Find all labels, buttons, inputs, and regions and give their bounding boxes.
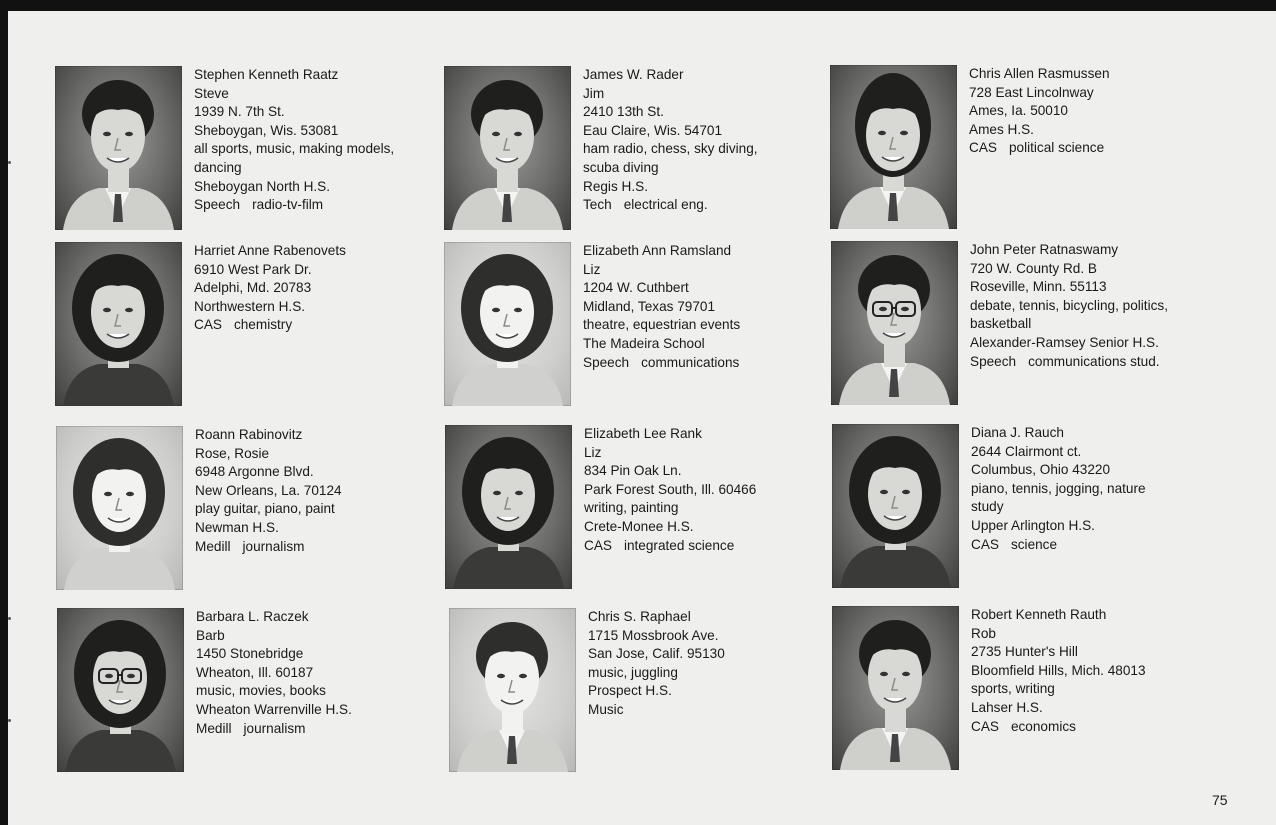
student-address: 6910 West Park Dr. xyxy=(194,261,312,277)
student-interests: debate, tennis, bicycling, politics, xyxy=(970,297,1168,313)
student-city: Adelphi, Md. 20783 xyxy=(194,280,312,296)
student-college: CAS xyxy=(971,536,999,552)
student-high-school: Crete-Monee H.S. xyxy=(584,518,694,534)
student-address: 1450 Stonebridge xyxy=(196,646,304,662)
student-info xyxy=(970,241,1168,371)
student-info xyxy=(969,65,1110,158)
student-major: chemistry xyxy=(233,317,293,333)
student-address: 728 East Lincolnway xyxy=(969,84,1094,100)
student-high-school: The Madeira School xyxy=(583,335,705,351)
student-city: Wheaton, Ill. 60187 xyxy=(196,664,314,680)
portrait-illustration xyxy=(57,608,184,772)
student-entry xyxy=(832,424,1146,588)
student-major: communications stud. xyxy=(1028,353,1160,369)
student-photo xyxy=(831,241,958,405)
student-photo xyxy=(832,424,959,588)
student-major: communications xyxy=(641,354,740,370)
student-major: economics xyxy=(1010,718,1076,734)
student-city: Park Forest South, Ill. 60466 xyxy=(584,481,757,497)
student-college: Medill xyxy=(196,720,232,736)
portrait-illustration xyxy=(55,242,182,406)
student-info xyxy=(583,242,740,372)
student-interests: dancing xyxy=(194,159,242,175)
portrait-illustration xyxy=(444,242,571,406)
student-photo xyxy=(449,608,576,772)
student-photo xyxy=(444,242,571,406)
student-high-school: Wheaton Warrenville H.S. xyxy=(196,701,352,717)
student-city: Roseville, Minn. 55113 xyxy=(970,279,1107,295)
student-nickname: Liz xyxy=(584,444,602,460)
student-college: Medill xyxy=(195,538,231,554)
student-address: 1715 Mossbrook Ave. xyxy=(588,627,719,643)
student-name: Elizabeth Lee Rank xyxy=(584,426,702,441)
student-info xyxy=(583,66,758,215)
student-college: Music xyxy=(588,701,624,717)
student-city: Sheboygan, Wis. 53081 xyxy=(194,122,339,138)
student-city: Bloomfield Hills, Mich. 48013 xyxy=(971,662,1146,678)
portrait-illustration xyxy=(832,424,959,588)
student-photo xyxy=(832,606,959,770)
student-program xyxy=(195,538,342,557)
student-entry xyxy=(56,426,342,590)
student-name: Roann Rabinovitz xyxy=(195,427,303,442)
student-interests: music, juggling xyxy=(588,664,678,680)
student-major: electrical eng. xyxy=(623,197,708,213)
student-nickname: Jim xyxy=(583,85,605,101)
student-city: San Jose, Calif. 95130 xyxy=(588,646,725,662)
student-info xyxy=(584,425,756,555)
yearbook-page xyxy=(8,11,1276,825)
student-address: 2644 Clairmont ct. xyxy=(971,443,1082,459)
student-major: journalism xyxy=(242,538,305,554)
student-college: Speech xyxy=(970,353,1017,369)
student-address: 2410 13th St. xyxy=(583,104,664,120)
portrait-illustration xyxy=(445,425,572,589)
student-program xyxy=(194,316,346,335)
student-major: integrated science xyxy=(623,537,735,553)
student-address: 1204 W. Cuthbert xyxy=(583,280,689,296)
student-interests: piano, tennis, jogging, nature xyxy=(971,480,1146,496)
student-nickname: Steve xyxy=(194,85,229,101)
student-city: Midland, Texas 79701 xyxy=(583,298,716,314)
student-entry xyxy=(55,242,346,406)
student-program xyxy=(194,196,394,215)
student-major: radio-tv-film xyxy=(252,197,324,213)
student-interests: sports, writing xyxy=(971,681,1055,697)
student-high-school: Regis H.S. xyxy=(583,178,648,194)
student-city: Eau Claire, Wis. 54701 xyxy=(583,122,723,138)
student-entry xyxy=(832,606,1146,770)
portrait-illustration xyxy=(449,608,576,772)
portrait-illustration xyxy=(832,606,959,770)
student-nickname: Barb xyxy=(196,627,225,643)
student-entry xyxy=(57,608,352,772)
student-nickname: Rob xyxy=(971,625,996,641)
student-photo xyxy=(445,425,572,589)
student-nickname: Rose, Rosie xyxy=(195,445,270,461)
portrait-illustration xyxy=(444,66,571,230)
student-photo xyxy=(830,65,957,229)
student-high-school: Newman H.S. xyxy=(195,519,279,535)
student-info xyxy=(196,608,352,738)
student-city: New Orleans, La. 70124 xyxy=(195,482,342,498)
student-address: 834 Pin Oak Ln. xyxy=(584,463,682,479)
student-info xyxy=(971,606,1146,736)
portrait-illustration xyxy=(831,241,958,405)
student-program xyxy=(583,354,740,373)
student-name: Harriet Anne Rabenovets xyxy=(194,243,346,258)
binder-hole xyxy=(8,161,11,164)
student-program xyxy=(583,196,758,215)
student-name: Elizabeth Ann Ramsland xyxy=(583,243,732,258)
student-name: Stephen Kenneth Raatz xyxy=(194,67,339,82)
student-name: Robert Kenneth Rauth xyxy=(971,607,1107,622)
student-name: Chris Allen Rasmussen xyxy=(969,66,1110,81)
student-college: CAS xyxy=(584,537,612,553)
student-photo xyxy=(55,242,182,406)
binder-hole xyxy=(8,719,11,722)
student-program xyxy=(588,701,725,720)
student-program xyxy=(969,139,1110,158)
student-photo xyxy=(56,426,183,590)
student-entry xyxy=(55,66,394,230)
student-program xyxy=(971,536,1146,555)
student-address: 6948 Argonne Blvd. xyxy=(195,464,314,480)
student-program xyxy=(970,353,1168,372)
student-nickname: Liz xyxy=(583,261,601,277)
student-college: CAS xyxy=(971,718,999,734)
student-high-school: Ames H.S. xyxy=(969,121,1034,137)
student-entry xyxy=(444,66,758,230)
student-college: CAS xyxy=(969,140,997,156)
student-name: Chris S. Raphael xyxy=(588,609,691,624)
portrait-illustration xyxy=(55,66,182,230)
portrait-illustration xyxy=(830,65,957,229)
page-number: 75 xyxy=(1212,792,1228,808)
student-photo xyxy=(444,66,571,230)
student-interests: study xyxy=(971,499,1004,515)
student-college: CAS xyxy=(194,317,222,333)
student-interests: scuba diving xyxy=(583,159,659,175)
student-entry xyxy=(830,65,1110,229)
student-info xyxy=(195,426,342,556)
student-interests: writing, painting xyxy=(584,500,679,516)
student-college: Speech xyxy=(194,197,241,213)
student-major: science xyxy=(1010,536,1058,552)
student-program xyxy=(584,537,756,556)
student-major: journalism xyxy=(243,720,306,736)
student-interests: basketball xyxy=(970,316,1032,332)
student-entry xyxy=(831,241,1168,405)
student-high-school: Alexander-Ramsey Senior H.S. xyxy=(970,334,1159,350)
student-program xyxy=(196,720,352,739)
student-interests: theatre, equestrian events xyxy=(583,317,741,333)
student-high-school: Northwestern H.S. xyxy=(194,298,306,314)
student-interests: ham radio, chess, sky diving, xyxy=(583,141,758,157)
student-college: Speech xyxy=(583,354,630,370)
student-high-school: Sheboygan North H.S. xyxy=(194,178,331,194)
student-name: John Peter Ratnaswamy xyxy=(970,242,1119,257)
student-high-school: Prospect H.S. xyxy=(588,683,672,699)
student-info xyxy=(588,608,725,720)
student-name: James W. Rader xyxy=(583,67,684,82)
student-college: Tech xyxy=(583,197,612,213)
student-info xyxy=(194,66,394,215)
binder-hole xyxy=(8,617,11,620)
student-entry xyxy=(449,608,725,772)
student-photo xyxy=(57,608,184,772)
student-address: 2735 Hunter's Hill xyxy=(971,644,1078,660)
student-info xyxy=(971,424,1146,554)
student-photo xyxy=(55,66,182,230)
student-name: Barbara L. Raczek xyxy=(196,609,309,624)
portrait-illustration xyxy=(56,426,183,590)
student-address: 720 W. County Rd. B xyxy=(970,260,1097,276)
student-entry xyxy=(444,242,740,406)
student-city: Columbus, Ohio 43220 xyxy=(971,462,1111,478)
student-interests: all sports, music, making models, xyxy=(194,141,395,157)
student-interests: play guitar, piano, paint xyxy=(195,501,335,517)
student-address: 1939 N. 7th St. xyxy=(194,104,285,120)
student-city: Ames, Ia. 50010 xyxy=(969,103,1068,119)
student-program xyxy=(971,718,1146,737)
student-name: Diana J. Rauch xyxy=(971,425,1064,440)
student-entry xyxy=(445,425,756,589)
student-major: political science xyxy=(1008,140,1105,156)
student-info xyxy=(194,242,346,335)
student-high-school: Upper Arlington H.S. xyxy=(971,517,1095,533)
student-interests: music, movies, books xyxy=(196,683,326,699)
student-high-school: Lahser H.S. xyxy=(971,699,1043,715)
